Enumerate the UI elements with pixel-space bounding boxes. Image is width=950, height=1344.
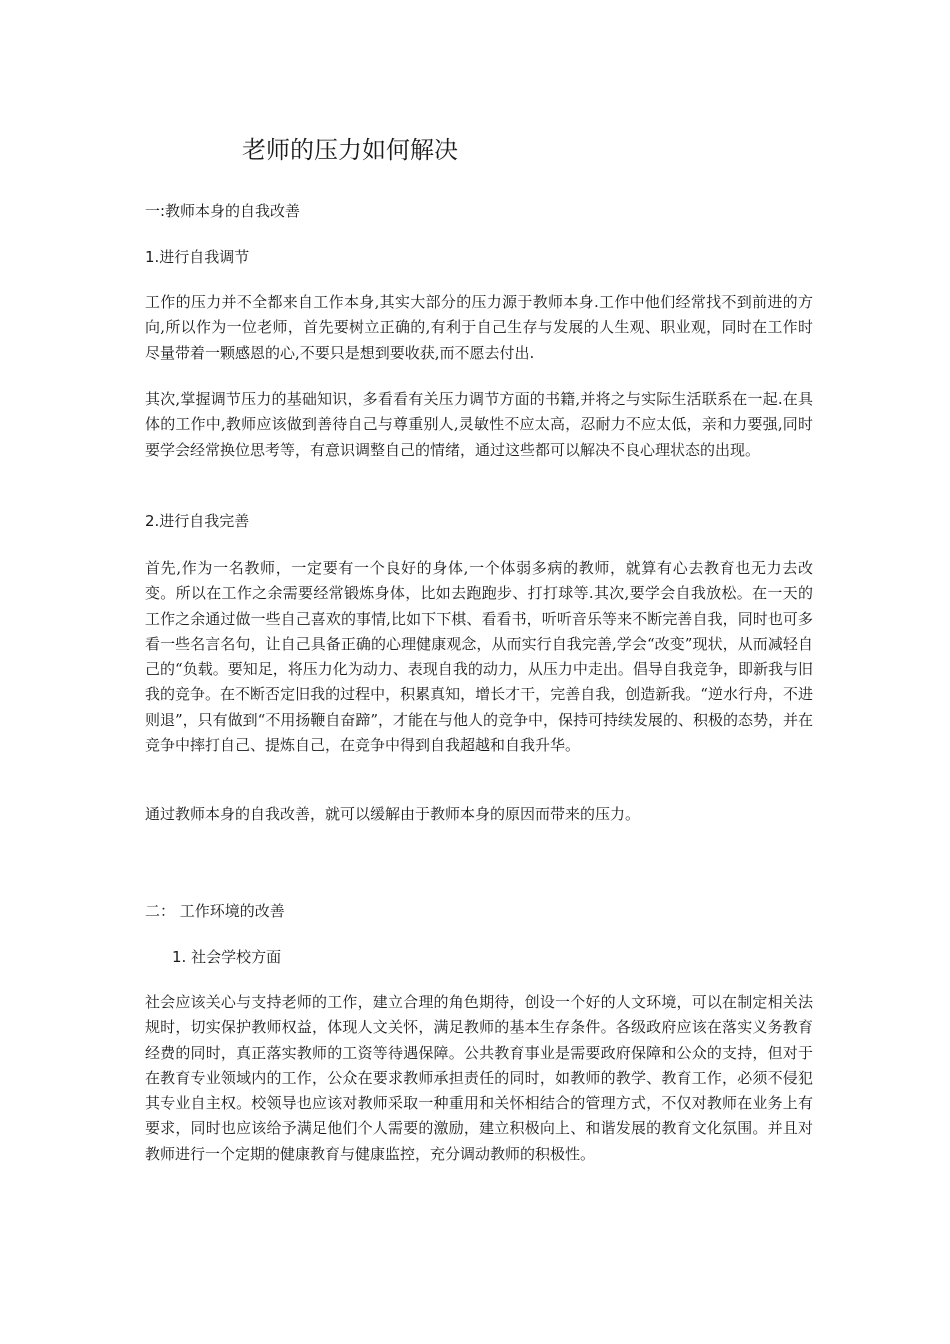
paragraph-1-2-a: 首先,作为一名教师，一定要有一个良好的身体,一个体弱多病的教师，就算有心去教育也无力去改变。所以在工作之余需要经常锻炼身体，比如去跑跑步、打打球等.其次,要学会自我放松。在一天的工作之余通过做一些自己喜欢的事情,比如下下棋、看看书，听听音乐等来不断完善自我，同时也可多看一些名言名句，让自己具备正确的心理健康观念，从而实行自我完善,学会“改变”现状，从而减轻自己的“负载。要知足，将压力化为动力、表现自我的动力，从压力中走出。倡导自我竞争，即新我与旧我的竞争。在不断否定旧我的过程中，积累真知，增长才干，完善自我，创造新我。“逆水行舟，不进则退”，只有做到“不用扬鞭自奋蹄”，才能在与他人的竞争中，保持可持续发展的、积极的态势，并在竞争中摔打自己、提炼自己，在竞争中得到自我超越和自我升华。 — [145, 559, 814, 755]
paragraph-2-1: 社会应该关心与支持老师的工作，建立合理的角色期待，创设一个好的人文环境，可以在制定相关法规时，切实保护教师权益，体现人文关怀，满足教师的基本生存条件。各级政府应该在落实义务教育经费的同时，真正落实教师的工资等待遇保障。公共教育事业是需要政府保障和公众的支持，但对于在教育专业领域内的工作，公众在要求教师承担责任的同时，如教师的教学、教育工作，必须不侵犯其专业自主权。校领导也应该对教师采取一种重用和关怀相结合的管理方式，不仅对教师在业务上有要求，同时也应该给予满足他们个人需要的激励，建立积极向上、和谐发展的教育文化氛围。并且对教师进行一个定期的健康教育与健康监控，充分调动教师的积极性。 — [145, 993, 813, 1163]
subsection-1-2-heading: 2.进行自我完善 — [145, 512, 250, 530]
subsection-1-1-heading: 1.进行自我调节 — [145, 248, 250, 266]
paragraph-1-1-b: 其次,掌握调节压力的基础知识，多看看有关压力调节方面的书籍,并将之与实际生活联系在一起.在具体的工作中,教师应该做到善待自己与尊重别人,灵敏性不应太高，忍耐力不应太低，亲和力要强,同时要学会经常换位思考等，有意识调整自己的情绪，通过这些都可以解决不良心理状态的出现。 — [145, 390, 813, 459]
section-1-heading: 一:教师本身的自我改善 — [145, 202, 301, 220]
paragraph-1-2-b: 通过教师本身的自我改善，就可以缓解由于教师本身的原因而带来的压力。 — [145, 805, 641, 823]
paragraph-1-1-a: 工作的压力并不全都来自工作本身,其实大部分的压力源于教师本身.工作中他们经常找不到前进的方向,所以作为一位老师，首先要树立正确的,有利于自己生存与发展的人生观、职业观，同时在工作时尽量带着一颗感恩的心,不要只是想到要收获,而不愿去付出. — [145, 293, 813, 362]
section-2-heading: 二： 工作环境的改善 — [145, 902, 285, 920]
subsection-2-1-heading: 1. 社会学校方面 — [172, 948, 282, 966]
page-title: 老师的压力如何解决 — [242, 136, 458, 164]
